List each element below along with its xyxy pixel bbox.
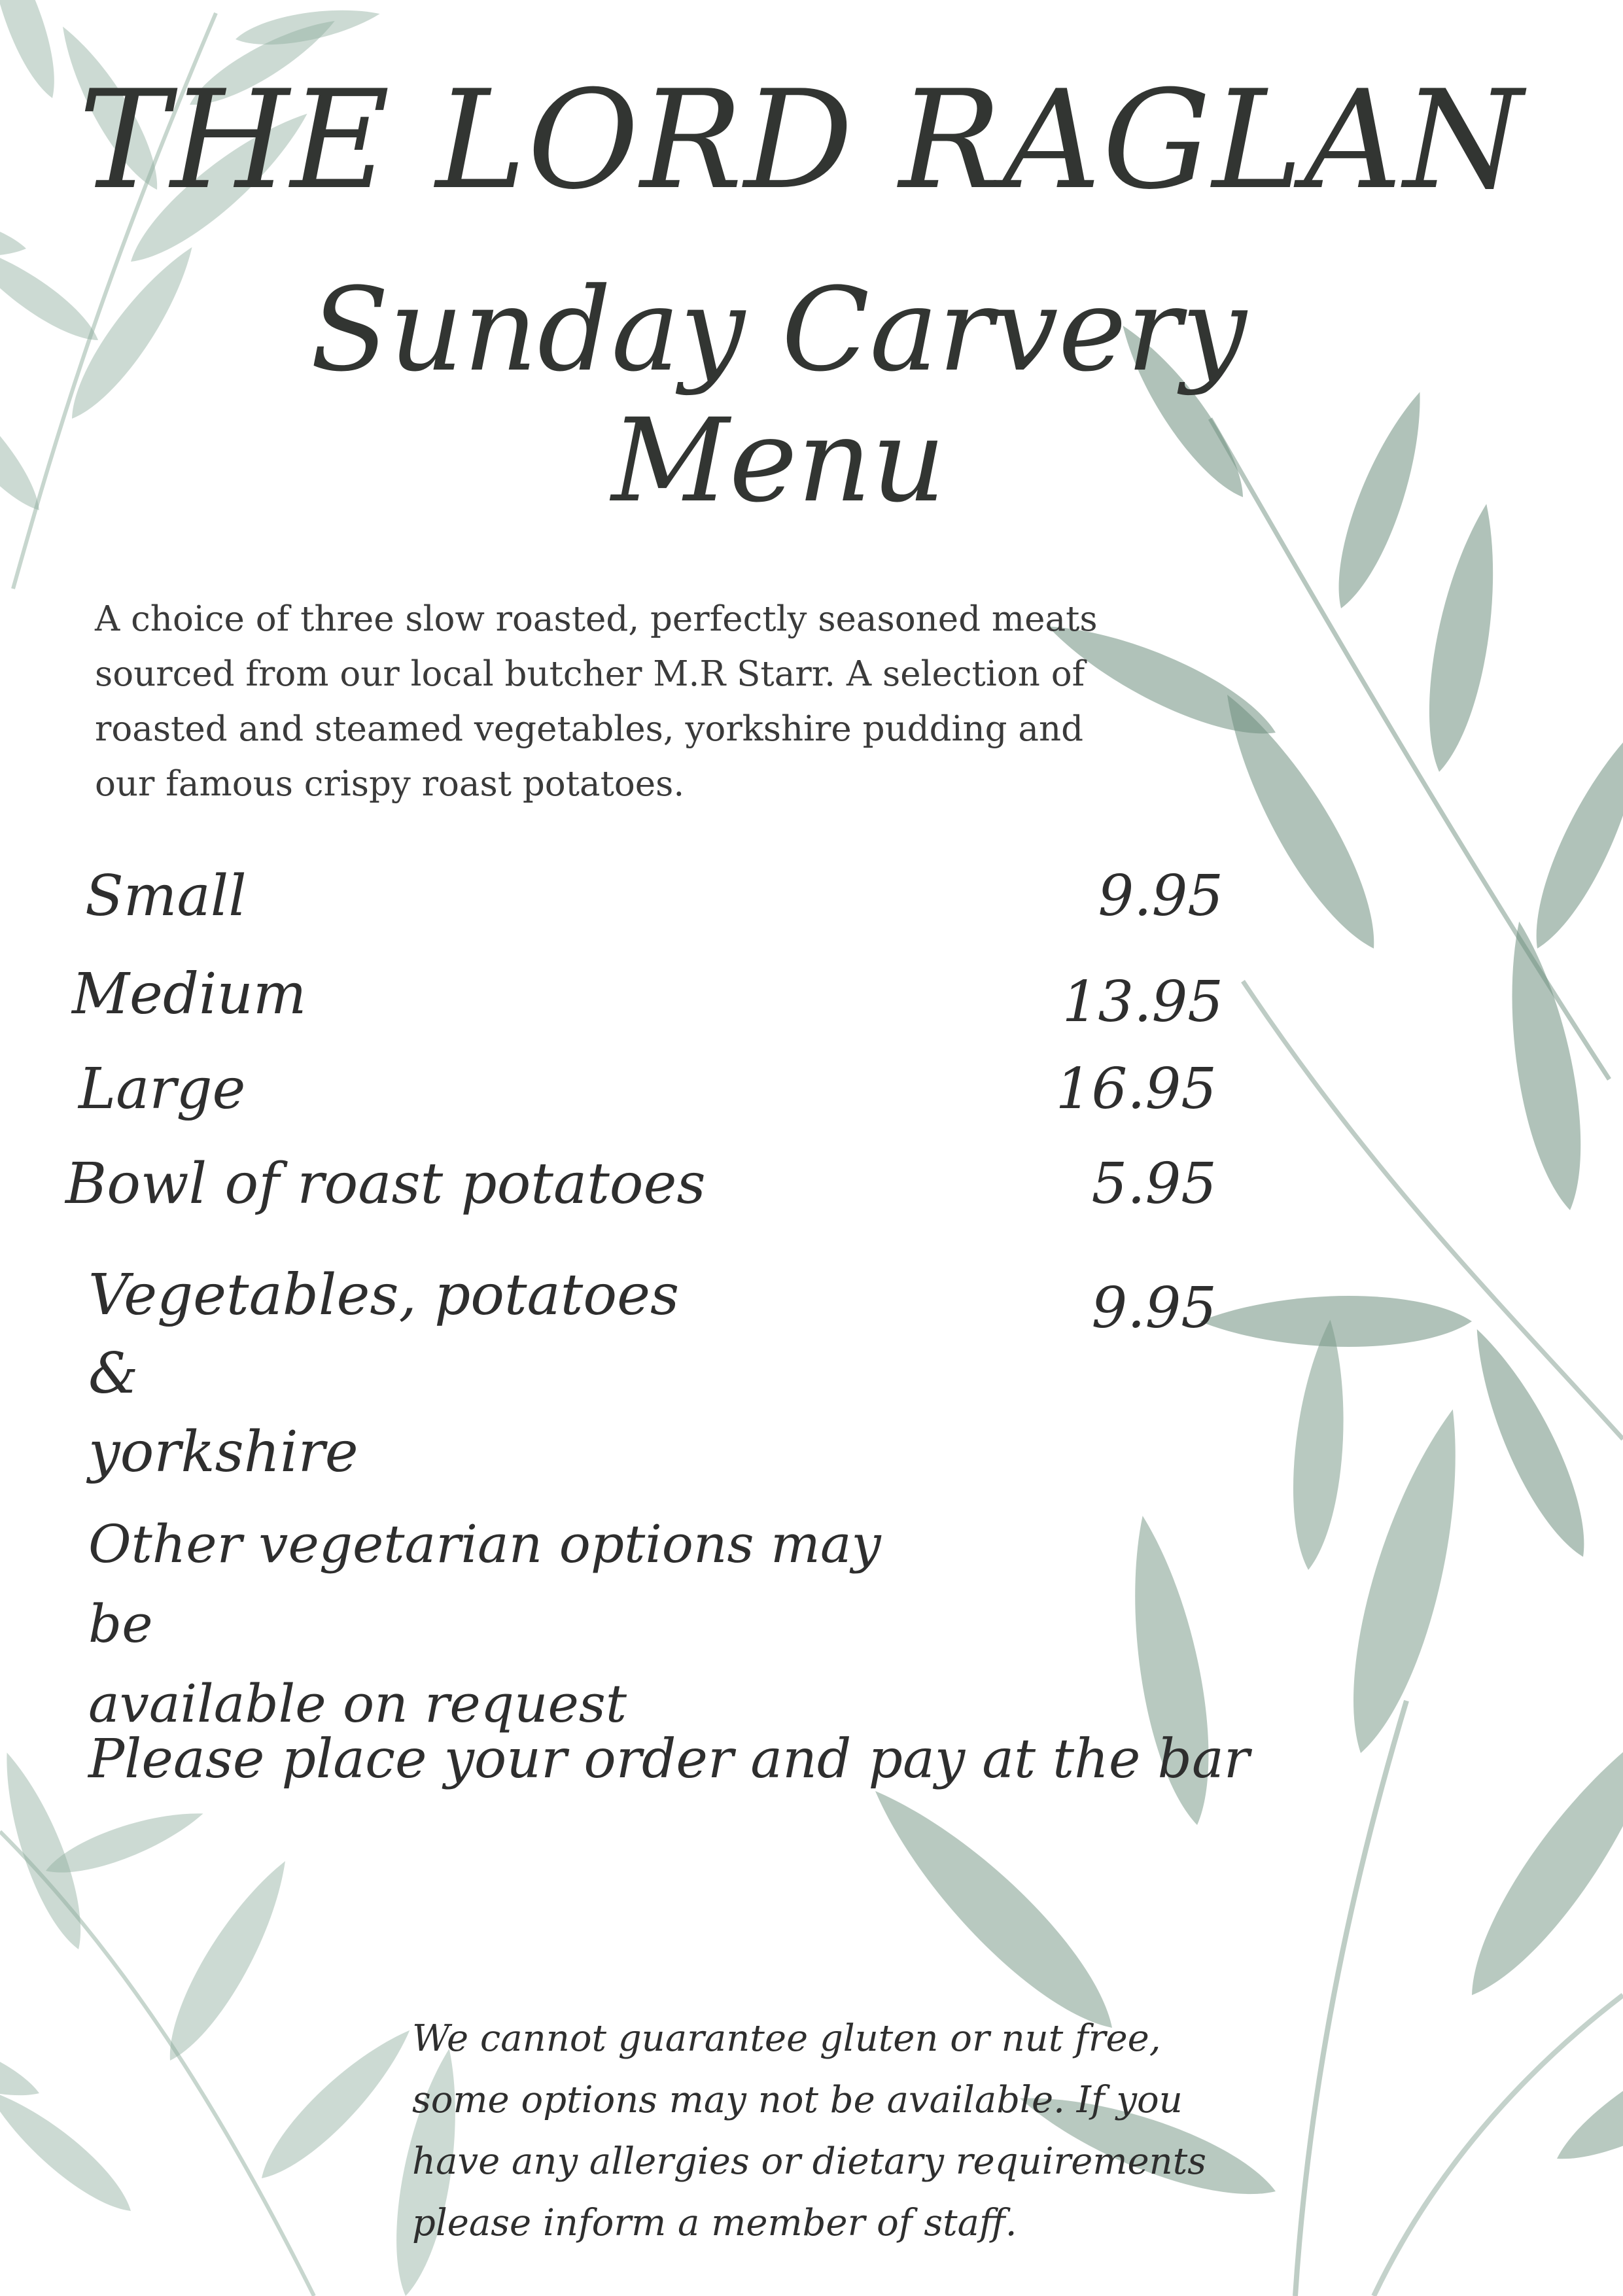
vegetarian-note-line2: available on request [88, 1673, 627, 1734]
item-name: Bowl of roast potatoes [65, 1151, 706, 1217]
item-name-line1: Vegetables, potatoes & [88, 1262, 680, 1406]
description-line: A choice of three slow roasted, perfectly seasoned meats [95, 599, 1098, 639]
item-price: 9.95 [1091, 1276, 1217, 1341]
order-instruction: Please place your order and pay at the bar [88, 1728, 1250, 1790]
menu-title-line1: Sunday Carvery [310, 263, 1247, 397]
item-price: 5.95 [1091, 1151, 1217, 1217]
allergy-line: have any allergies or dietary requirements [412, 2140, 1206, 2183]
item-name: Large [79, 1056, 246, 1122]
description-line: sourced from our local butcher M.R Starr. A selection of [95, 654, 1085, 694]
allergy-line: We cannot guarantee gluten or nut free, [412, 2017, 1161, 2060]
item-name-line2: yorkshire [88, 1419, 358, 1485]
price-row-medium [72, 955, 1223, 1040]
price-row-bowl-of-roast-potatoes [65, 1145, 1223, 1230]
menu-title-line2: Menu [611, 394, 946, 528]
price-row-large [72, 1050, 1223, 1135]
vegetarian-note-line1: Other vegetarian options may be [88, 1514, 881, 1654]
price-row-vegetables [72, 1256, 1223, 1485]
allergy-disclaimer [412, 2008, 1282, 2254]
price-row-small [72, 857, 1223, 942]
menu-title [249, 265, 1308, 527]
menu-description [95, 592, 1246, 812]
item-name: Small [85, 863, 247, 929]
item-name: Medium [72, 962, 307, 1027]
bottom-left-branch-icon [0, 1746, 472, 2296]
restaurant-name: THE LORD RAGLAN [79, 61, 1524, 220]
description-line: roasted and steamed vegetables, yorkshire pudding and [95, 709, 1084, 749]
allergy-line: please inform a member of staff. [412, 2202, 1017, 2244]
vegetarian-note [88, 1505, 939, 1744]
allergy-line: some options may not be available. If you [412, 2079, 1183, 2121]
item-price: 13.95 [1062, 969, 1223, 1035]
description-line: our famous crispy roast potatoes. [95, 764, 685, 804]
item-price: 16.95 [1055, 1056, 1217, 1122]
item-name [88, 1256, 742, 1491]
item-price: 9.95 [1098, 863, 1223, 929]
